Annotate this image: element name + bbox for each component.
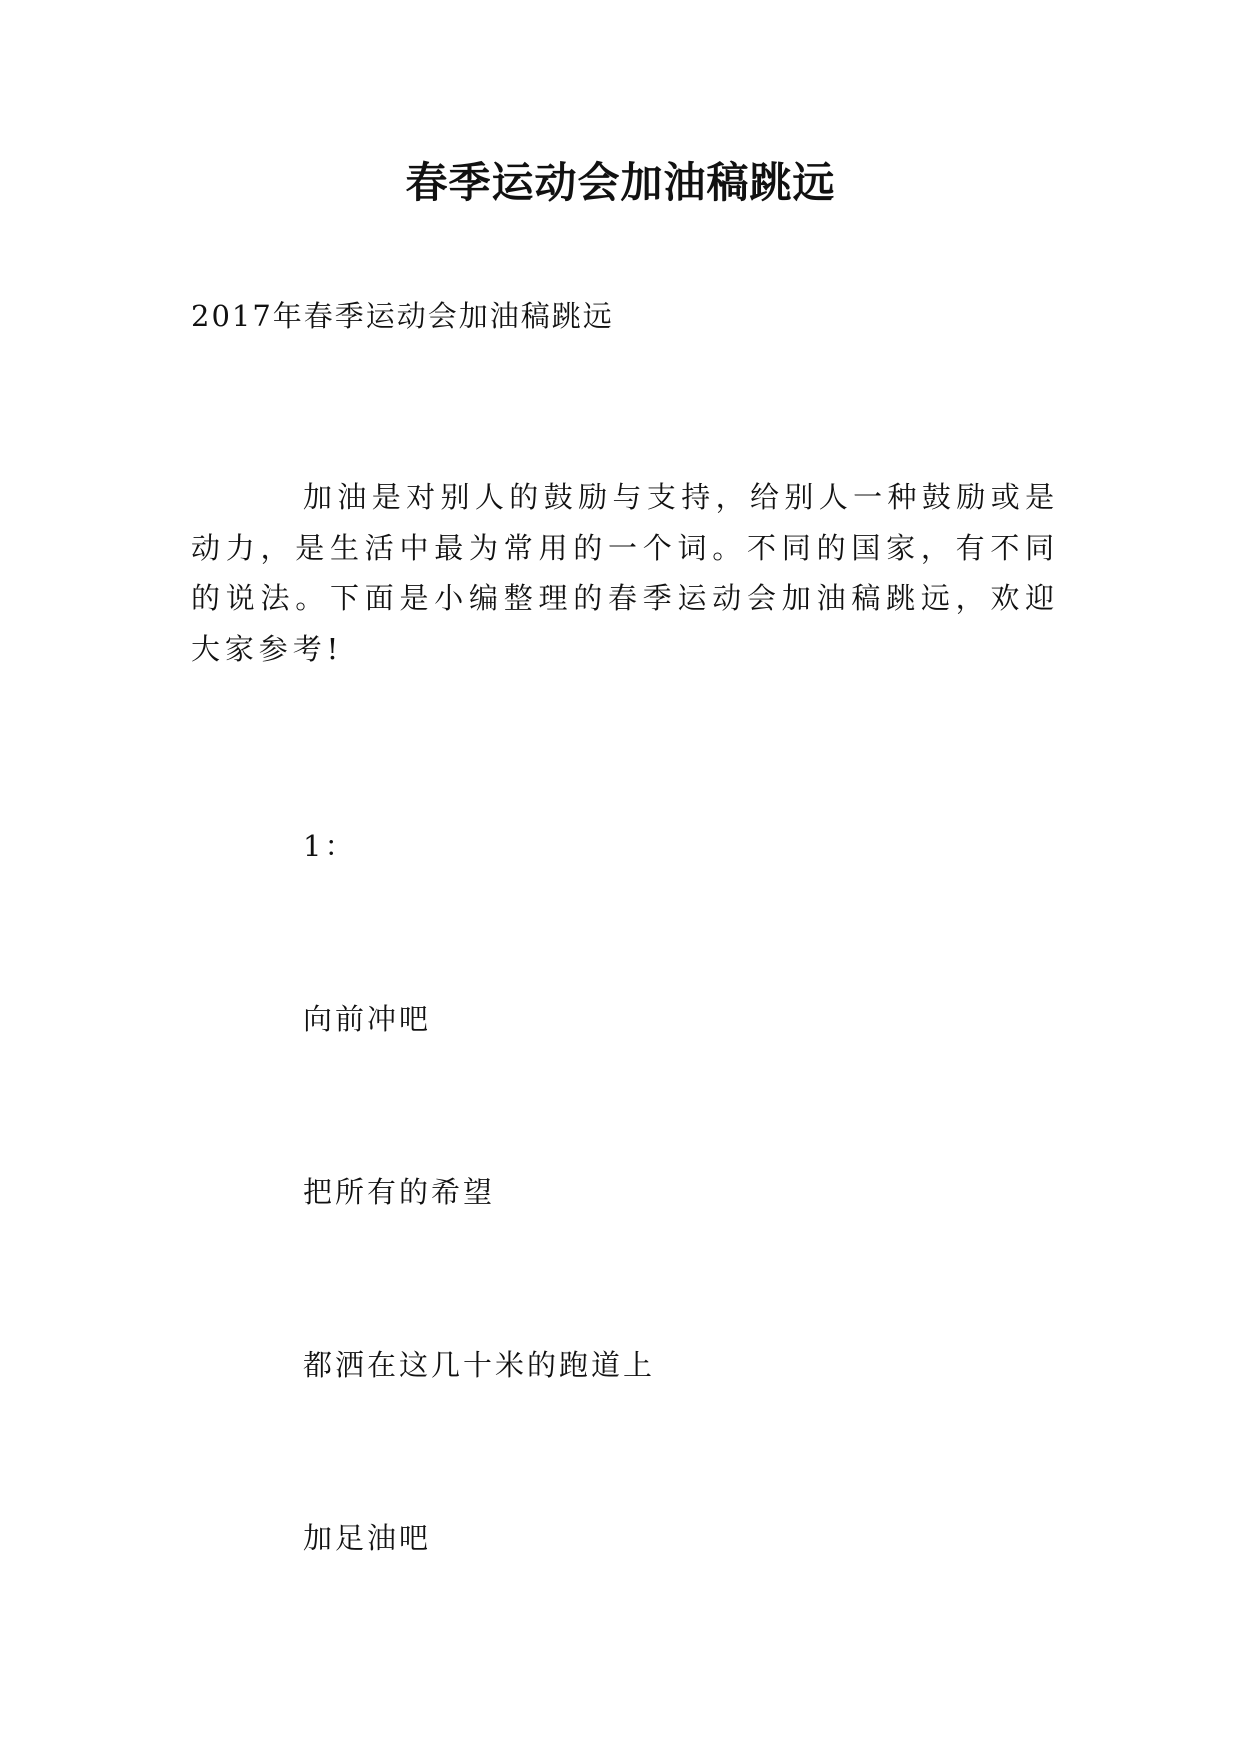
- section-number: 1：: [303, 829, 357, 863]
- poem-line: 向前冲吧: [303, 1002, 432, 1036]
- poem-line: 把所有的希望: [303, 1175, 496, 1209]
- intro-paragraph: 加油是对别人的鼓励与支持，给别人一种鼓励或是动力，是生活中最为常用的一个词。不同的国家，有不同的说法。下面是小编整理的春季运动会加油稿跳远，欢迎大家参考!: [191, 480, 1059, 666]
- subtitle: 2017年春季运动会加油稿跳远: [191, 299, 614, 333]
- poem-line: 都洒在这几十米的跑道上: [303, 1348, 656, 1382]
- page-title: 春季运动会加油稿跳远: [405, 158, 836, 207]
- poem-line: 加足油吧: [303, 1521, 432, 1555]
